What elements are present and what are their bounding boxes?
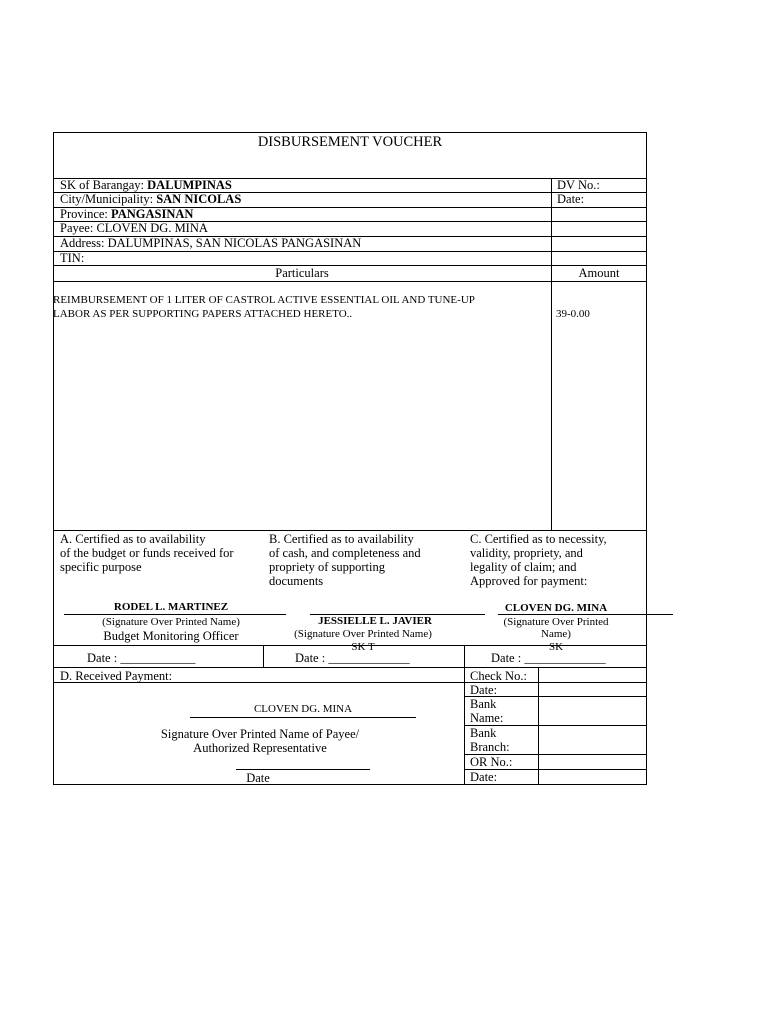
cert-a-text: specific purpose xyxy=(60,560,142,574)
payee-sig-caption: Signature Over Printed Name of Payee/ xyxy=(160,727,360,741)
sk-barangay-value: DALUMPINAS xyxy=(147,178,232,192)
cert-b-signer: JESSIELLE L. JAVIER xyxy=(318,615,432,627)
cert-c-text: C. Certified as to necessity, xyxy=(470,532,607,546)
clipped-text-area xyxy=(466,641,646,653)
page-title: DISBURSEMENT VOUCHER xyxy=(257,134,443,150)
cert-c-date: Date : _____________ xyxy=(491,651,606,665)
date-field: Date: xyxy=(557,192,585,206)
divider xyxy=(53,667,647,668)
bank-name-field: Name: xyxy=(470,711,504,725)
divider xyxy=(53,530,647,531)
cert-a-date: Date : ____________ xyxy=(87,651,196,665)
address-field: Address: DALUMPINAS, SAN NICOLAS PANGASINAN xyxy=(60,236,362,250)
particulars-line: LABOR AS PER SUPPORTING PAPERS ATTACHED HERETO.. xyxy=(53,308,353,320)
city-value: SAN NICOLAS xyxy=(156,192,242,206)
amount-value: 39-0.00 xyxy=(556,308,590,320)
cert-c-position: SK xyxy=(548,641,564,653)
cert-c-sig-caption: Name) xyxy=(541,628,571,640)
bank-branch-field: Bank xyxy=(470,726,497,740)
particulars-line: REIMBURSEMENT OF 1 LITER OF CASTROL ACTIVE ESSENTIAL OIL AND TUNE-UP xyxy=(53,294,475,306)
cert-a-sig-caption: (Signature Over Printed Name) xyxy=(102,616,240,628)
date-line xyxy=(236,769,370,770)
cert-b-text: documents xyxy=(269,574,324,588)
divider xyxy=(53,281,647,282)
province-label: Province: xyxy=(60,207,108,221)
sk-barangay-label: SK of Barangay: xyxy=(60,178,145,192)
cert-c-text: legality of claim; and xyxy=(470,560,577,574)
bank-name-field: Bank xyxy=(470,697,497,711)
cert-b-text: B. Certified as to availability xyxy=(269,532,414,546)
cert-b-text: of cash, and completeness and xyxy=(269,546,421,560)
cert-c-signer: CLOVEN DG. MINA xyxy=(504,602,608,614)
divider xyxy=(464,645,465,785)
payee-name: CLOVEN DG. MINA xyxy=(253,703,353,715)
cert-b-date: Date : _____________ xyxy=(295,651,410,665)
or-date-field: Date: xyxy=(470,770,498,784)
amount-header: Amount xyxy=(578,266,620,280)
cert-a-text: of the budget or funds received for xyxy=(60,546,234,560)
or-no-field: OR No.: xyxy=(470,755,513,769)
cert-c-sig-caption: (Signature Over Printed xyxy=(503,616,609,628)
sk-barangay-field xyxy=(60,178,232,192)
signature-line xyxy=(64,614,286,615)
payee-field: Payee: CLOVEN DG. MINA xyxy=(60,221,208,235)
province-value: PANGASINAN xyxy=(111,207,194,221)
received-date-label: Date xyxy=(246,771,270,785)
signature-line xyxy=(498,614,673,615)
bank-date-field: Date: xyxy=(470,683,498,697)
city-field xyxy=(60,192,241,206)
cert-a-text: A. Certified as to availability xyxy=(60,532,206,546)
divider xyxy=(551,178,552,530)
payee-sig-caption: Authorized Representative xyxy=(193,741,327,755)
cert-b-text: propriety of supporting xyxy=(269,560,385,574)
province-field xyxy=(60,207,193,221)
particulars-header: Particulars xyxy=(275,266,329,280)
tin-field: TIN: xyxy=(60,251,85,265)
cert-b-position: SK T xyxy=(351,641,375,653)
city-label: City/Municipality: xyxy=(60,192,154,206)
cert-a-signer: RODEL L. MARTINEZ xyxy=(113,601,229,613)
received-payment-label: D. Received Payment: xyxy=(60,669,173,683)
divider xyxy=(53,251,647,252)
cert-b-sig-caption: (Signature Over Printed Name) xyxy=(294,628,432,640)
cert-c-text: Approved for payment: xyxy=(470,574,588,588)
bank-branch-field: Branch: xyxy=(470,740,510,754)
clipped-text-area xyxy=(263,641,463,653)
cert-a-position: Budget Monitoring Officer xyxy=(103,629,239,643)
divider xyxy=(538,667,539,785)
dv-no-field: DV No.: xyxy=(557,178,600,192)
cert-c-text: validity, propriety, and xyxy=(470,546,583,560)
signature-line xyxy=(190,717,416,718)
check-no-field: Check No.: xyxy=(470,669,527,683)
